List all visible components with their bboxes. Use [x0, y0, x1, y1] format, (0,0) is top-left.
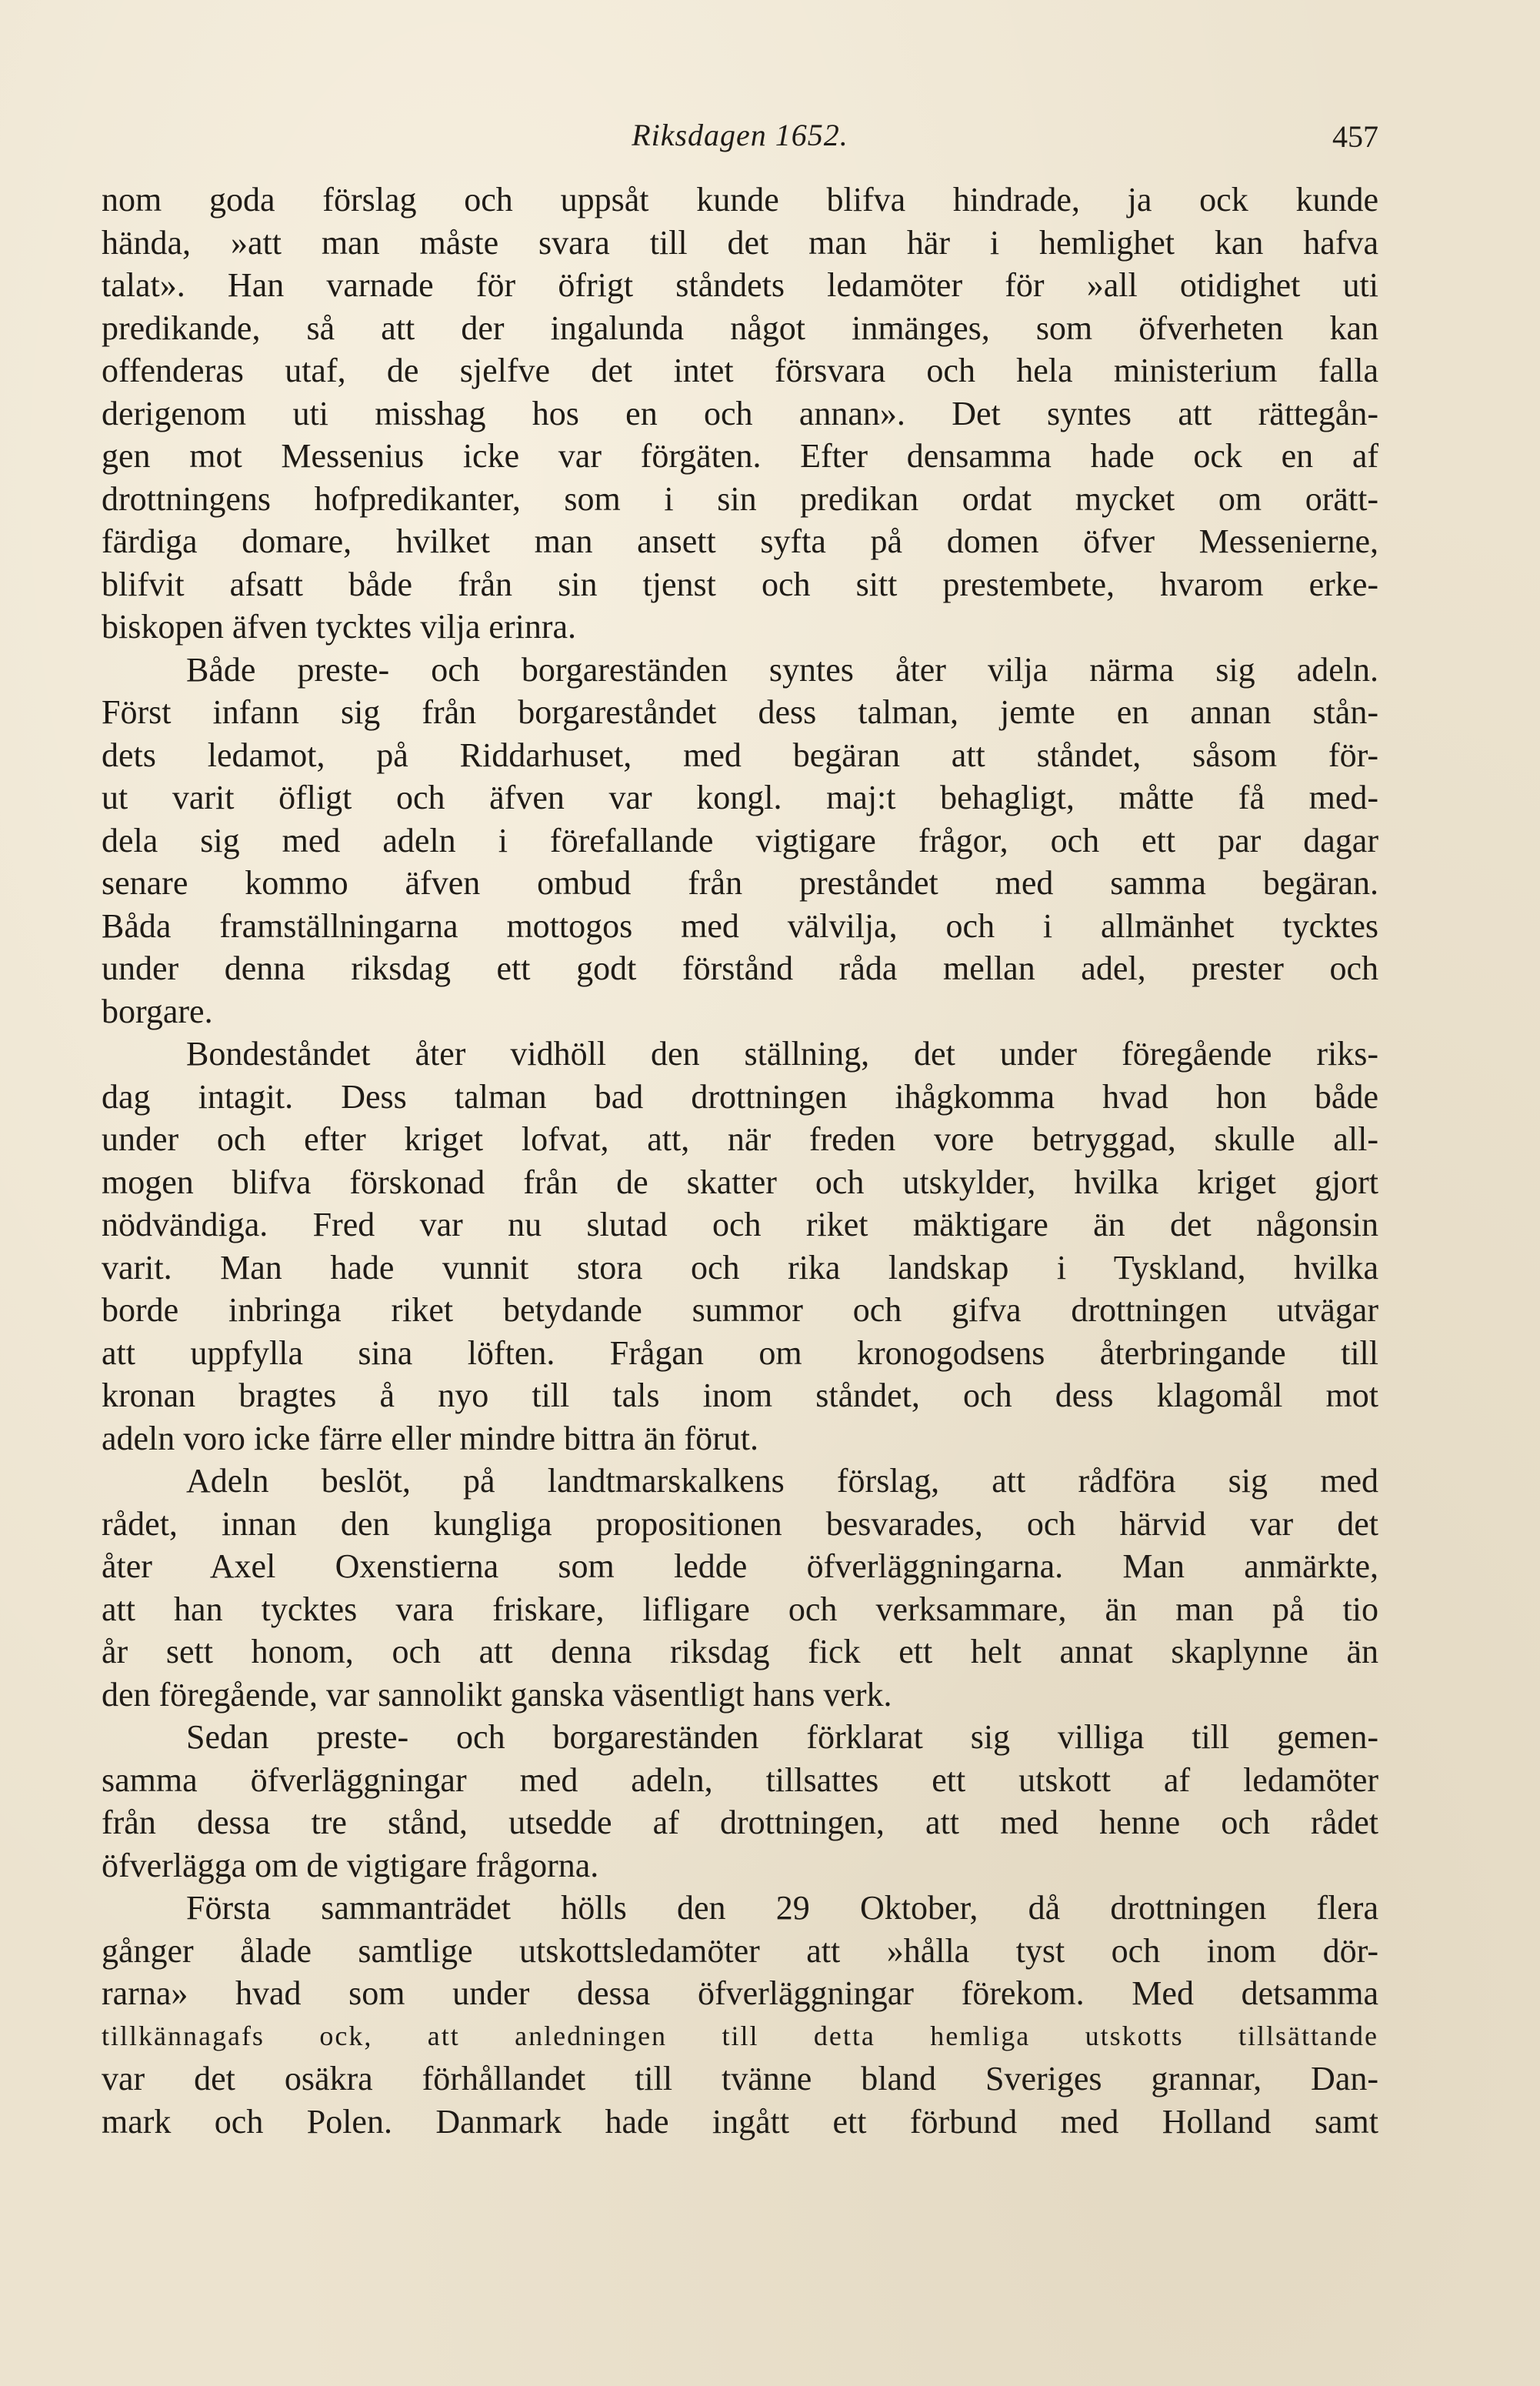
text-line: öfverlägga om de vigtigare frågorna. [102, 1846, 599, 1884]
text-line: kronan bragtes å nyo till tals inom ståndet, och dess klagomål mot [102, 1377, 1378, 1414]
text-line: rarna» hvad som under dessa öfverläggningar förekom. Med detsamma [102, 1974, 1378, 2012]
text-line: ut varit öfligt och äfven var kongl. maj:t behagligt, måtte få med- [102, 779, 1378, 816]
text-line: biskopen äfven tycktes vilja erinra. [102, 608, 577, 646]
text-line: färdiga domare, hvilket man ansett syfta på domen öfver Messenierne, [102, 522, 1378, 560]
text-line: att uppfylla sina löften. Frågan om kronogodsens återbringande till [102, 1333, 1378, 1372]
text-line: predikande, så att der ingalunda något inmänges, som öfverheten kan [102, 309, 1378, 347]
text-line: senare kommo äfven ombud från preståndet med samma begäran. [102, 864, 1378, 902]
text-line: år sett honom, och att denna riksdag fick ett helt annat skaplynne än [102, 1633, 1378, 1670]
text-line: gen mot Messenius icke var förgäten. Efter densamma hade ock en af [102, 437, 1378, 475]
text-line: gånger ålade samtlige utskottsledamöter att »hålla tyst och inom dör- [102, 1931, 1378, 1970]
text-line: talat». Han varnade för öfrigt ståndets ledamöter för »all otidighet uti [102, 266, 1378, 304]
text-line: Både preste- och borgareständen syntes åter vilja närma sig adeln. [186, 650, 1378, 689]
text-line: den föregående, var sannolikt ganska väsentligt hans verk. [102, 1675, 892, 1714]
text-line: blifvit afsatt både från sin tjenst och sitt prestembete, hvarom erke- [102, 565, 1378, 603]
text-line: från dessa tre stånd, utsedde af drottningen, att med henne och rådet [102, 1804, 1378, 1841]
page-number: 457 [1332, 119, 1378, 154]
text-line: dag intagit. Dess talman bad drottningen ihågkomma hvad hon både [102, 1077, 1378, 1116]
text-line: under denna riksdag ett godt förstånd råda mellan adel, prester och [102, 949, 1378, 987]
running-title: Riksdagen 1652. [632, 118, 848, 152]
text-line: mogen blifva förskonad från de skatter och utskylder, hvilka kriget gjort [102, 1163, 1378, 1201]
text-line: varit. Man hade vunnit stora och rika landskap i Tyskland, hvilka [102, 1248, 1378, 1286]
page-header [102, 117, 1378, 163]
body-text [102, 179, 1378, 2143]
text-line: samma öfverläggningar med adeln, tillsattes ett utskott af ledamöter [102, 1760, 1378, 1799]
text-line: derigenom uti misshag hos en och annan». Det syntes att rättegån- [102, 394, 1378, 432]
text-line: dela sig med adeln i förefallande vigtigare frågor, och ett par dagar [102, 821, 1378, 859]
text-line: Adeln beslöt, på landtmarskalkens förslag, att rådföra sig med [186, 1462, 1378, 1500]
text-line: offenderas utaf, de sjelfve det intet försvara och hela ministerium falla [102, 352, 1378, 389]
text-line: dets ledamot, på Riddarhuset, med begäran att ståndet, såsom för- [102, 736, 1378, 774]
text-line: att han tycktes vara friskare, lifligare och verksammare, än man på tio [102, 1590, 1378, 1628]
text-line: nödvändiga. Fred var nu slutad och riket mäktigare än det någonsin [102, 1206, 1378, 1243]
text-line: Sedan preste- och borgareständen förklarat sig villiga till gemen- [186, 1718, 1378, 1756]
text-line: mark och Polen. Danmark hade ingått ett förbund med Holland samt [102, 2102, 1378, 2141]
text-line: borde inbringa riket betydande summor och gifva drottningen utvägar [102, 1291, 1378, 1329]
text-line: borgare. [102, 992, 213, 1030]
text-line: rådet, innan den kungliga propositionen besvarades, och härvid var det [102, 1504, 1378, 1543]
text-line: drottningens hofpredikanter, som i sin predikan ordat mycket om orätt- [102, 479, 1378, 518]
text-line: åter Axel Oxenstierna som ledde öfverläggningarna. Man anmärkte, [102, 1547, 1378, 1585]
text-line: adeln voro icke färre eller mindre bittra än förut. [102, 1419, 758, 1457]
text-line: tillkännagafs ock, att anledningen till detta hemliga utskotts tillsättande [102, 2020, 1378, 2051]
text-line: nom goda förslag och uppsåt kunde blifva hindrade, ja ock kunde [102, 181, 1378, 219]
text-line: Första sammanträdet hölls den 29 Oktober, då drottningen flera [186, 1889, 1378, 1927]
text-line: under och efter kriget lofvat, att, när freden vore betryggad, skulle all- [102, 1120, 1378, 1158]
text-line: hända, »att man måste svara till det man här i hemlighet kan hafva [102, 223, 1378, 262]
text-line: var det osäkra förhållandet till tvänne bland Sveriges grannar, Dan- [102, 2060, 1378, 2097]
text-line: Båda framställningarna mottogos med välvilja, och i allmänhet tycktes [102, 906, 1378, 945]
text-line: Bondeståndet åter vidhöll den ställning, det under föregående riks- [186, 1035, 1378, 1073]
text-line: Först infann sig från borgareståndet dess talman, jemte en annan stån- [102, 693, 1378, 731]
